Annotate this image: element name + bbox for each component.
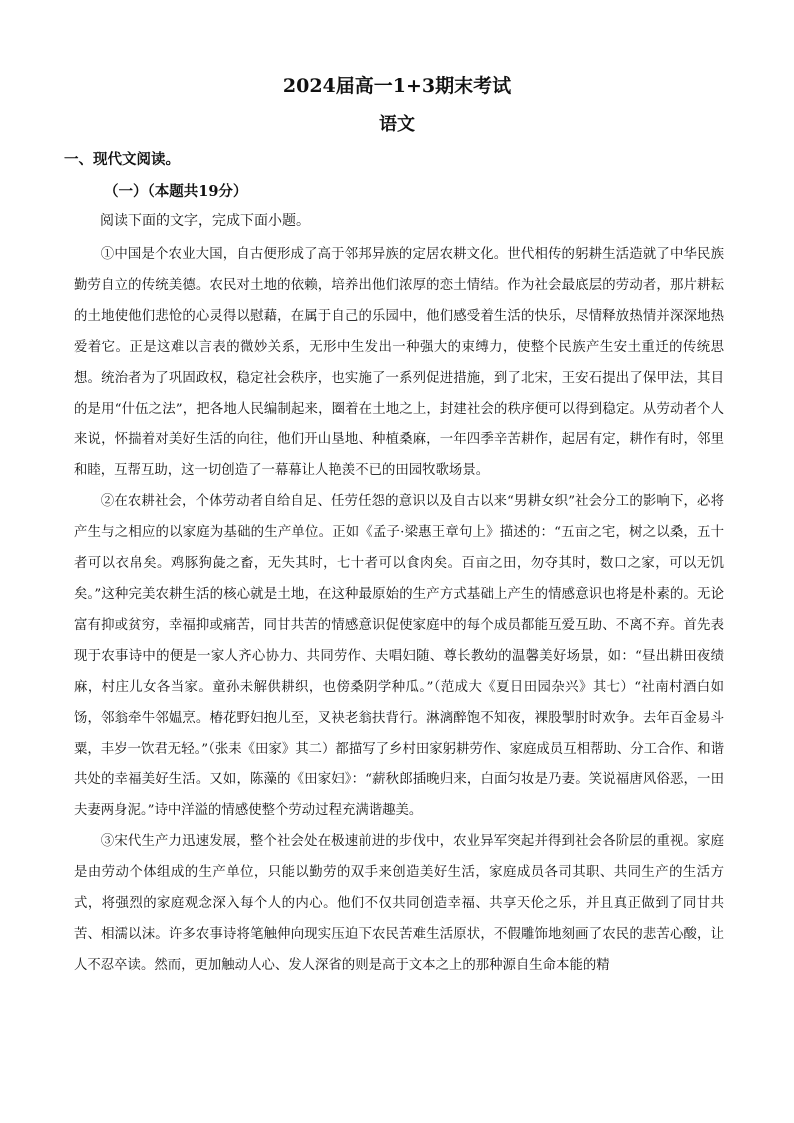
reading-instruction: 阅读下面的文字，完成下面小题。 <box>100 213 310 229</box>
paragraph-3: ③宋代生产力迅速发展，整个社会处在极速前进的步伐中，农业异军突起并得到社会各阶层的重视。家庭是由劳动个体组成的生产单位，只能以勤劳的双手来创造美好生活，家庭成员各司其职、共同生产的生活方式，将强烈的家庭观念深入每个人的内心。他们不仅共同创造幸福、共享天伦之乐，并且真正做到了同甘共苦、相濡以沫。许多农事诗将笔触伸向现实压迫下农民苦难生活原状，不假雕饰地刻画了农民的悲苦心酸，让人不忍卒读。然而，更加触动人心、发人深省的则是高于文本之上的那种源自生命本能的精 <box>74 834 724 973</box>
sub-section-heading: （一）（本题共19分） <box>104 183 248 200</box>
paragraph-2: ②在农耕社会，个体劳动者自给自足、任劳任怨的意识以及自古以来“男耕女织”社会分工的影响下，必将产生与之相应的以家庭为基础的生产单位。正如《孟子·梁惠王章句上》描述的：“五亩之宅，树之以桑，五十者可以衣帛矣。鸡豚狗彘之畜，无失其时，七十者可以食肉矣。百亩之田，勿夺其时，数口之家，可以无饥矣。”这种完美农耕生活的核心就是土地，在这种最原始的生产方式基础上产生的情感意识也将是朴素的。无论富有抑或贫穷，幸福抑或痛苦，同甘共苦的情感意识促使家庭中的每个成员都能互爱互助、不离不弃。首先表现于农事诗中的便是一家人齐心协力、共同劳作、夫唱妇随、尊长教幼的温馨美好场景，如：“昼出耕田夜绩麻，村庄儿女各当家。童孙未解供耕织，也傍桑阴学种瓜。”（范成大《夏日田园杂兴》其七）“社南村酒白如饧，邻翁牵牛邻媪烹。椿花野妇抱儿至，叉袂老翁扶背行。淋漓醉饱不知夜，裸股掣肘时欢争。去年百金易斗粟，丰岁一饮君无轻。”（张耒《田家》其二）都描写了乡村田家躬耕劳作、家庭成员互相帮助、分工合作、和谐共处的幸福美好生活。又如，陈藻的《田家妇》：“薪秋郎插晚归来，白面匀妆是乃妻。笑说福唐风俗恶，一田夫妻两身泥。”诗中洋溢的情感使整个劳动过程充满谐趣美。 <box>74 494 724 819</box>
reading-passage <box>74 240 724 982</box>
section-heading: 一、现代文阅读。 <box>64 151 180 168</box>
subject-title: 语文 <box>379 114 415 135</box>
exam-title: 2024届高一1+3期末考试 <box>282 75 512 97</box>
paragraph-1: ①中国是个农业大国，自古便形成了高于邻邦异族的定居农耕文化。世代相传的躬耕生活造就了中华民族勤劳自立的传统美德。农民对土地的依赖，培养出他们浓厚的恋土情结。作为社会最底层的劳动者，那片耕耘的土地使他们悲怆的心灵得以慰藉，在属于自己的乐园中，他们感受着生活的快乐，尽情释放热情并深深地热爱着它。正是这难以言表的微妙关系，无形中生发出一种强大的束缚力，使整个民族产生安土重迁的传统思想。统治者为了巩固政权，稳定社会秩序，也实施了一系列促进措施，到了北宋，王安石提出了保甲法，其目的是用“什伍之法”，把各地人民编制起来，圈着在土地之上，封建社会的秩序便可以得到稳定。从劳动者个人来说，怀揣着对美好生活的向往，他们开山垦地、种植桑麻，一年四季辛苦耕作，起居有定，耕作有时，邻里和睦，互帮互助，这一切创造了一幕幕让人艳羡不已的田园牧歌场景。 <box>74 247 724 479</box>
